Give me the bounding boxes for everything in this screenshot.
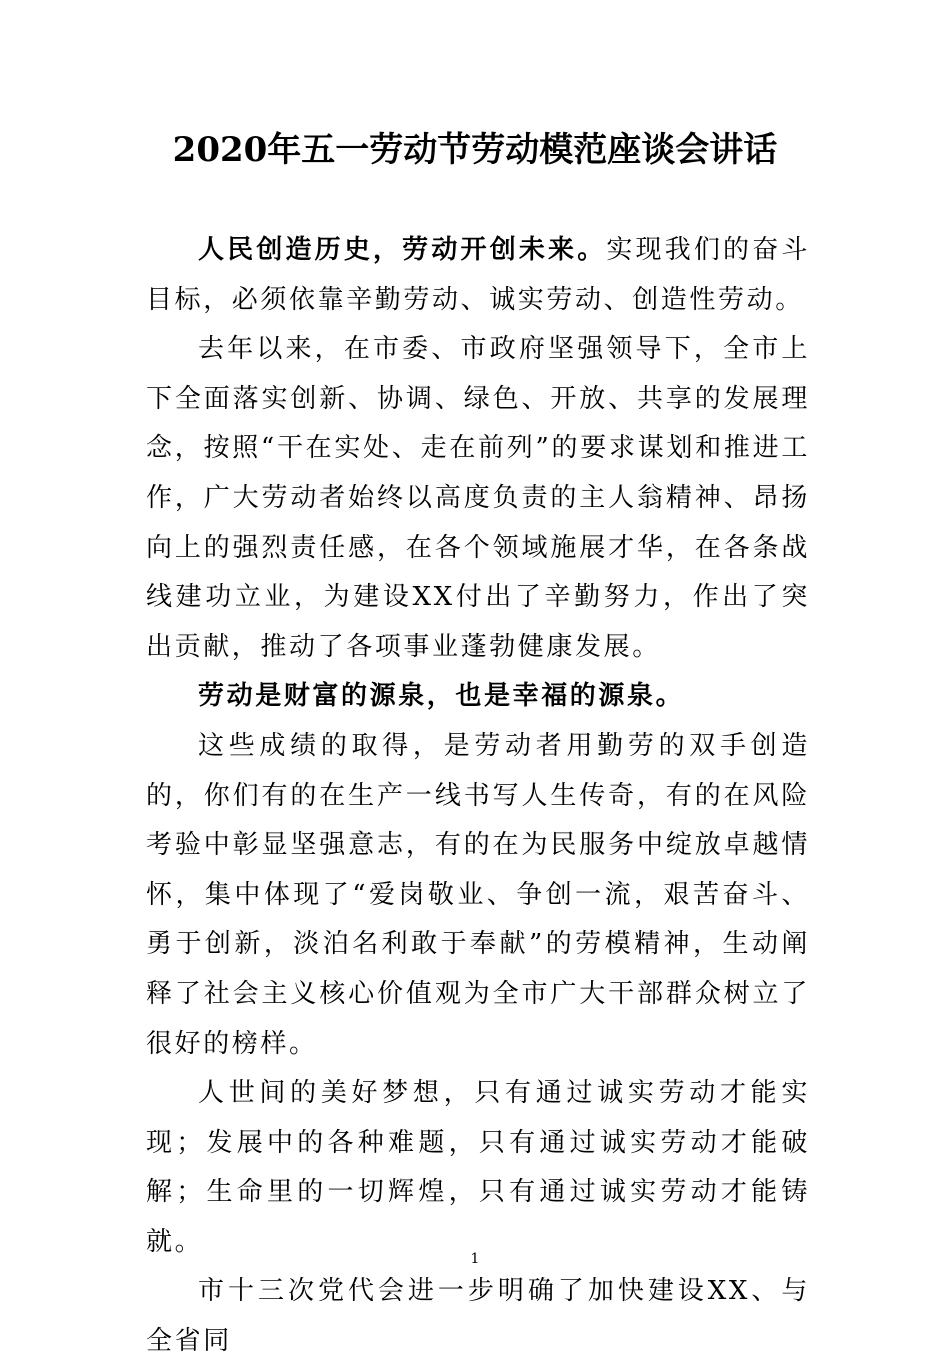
- paragraph-6-text: 市十三次党代会进一步明确了加快建设XX、与全省同: [146, 1276, 810, 1357]
- paragraph-2-text: 去年以来，在市委、市政府坚强领导下，全市上下全面落实创新、协调、绿色、开放、共享的发展理念，按照“干在实处、走在前列”的要求谋划和推进工作，广大劳动者始终以高度负责的主人翁精神、昂扬向上的强烈责任感，在各个领域施展才华，在各条战线建功立业，为建设XX付出了辛勤努力，作出了突出贡献，推动了各项事业蓬勃健康发展。: [146, 334, 810, 662]
- paragraph-1: [146, 226, 810, 325]
- paragraph-4: [146, 722, 810, 1069]
- paragraph-2: [146, 325, 810, 672]
- document-body: [146, 226, 810, 1367]
- page-number: 1: [470, 1251, 480, 1267]
- paragraph-3-lead: 劳动是财富的源泉，也是幸福的源泉。: [198, 681, 685, 712]
- paragraph-4-text: 这些成绩的取得，是劳动者用勤劳的双手创造的，你们有的在生产一线书写人生传奇，有的在风险考验中彰显坚强意志，有的在为民服务中绽放卓越情怀，集中体现了“爱岗敬业、争创一流，艰苦奋斗、勇于创新，淡泊名利敢于奉献”的劳模精神，生动阐释了社会主义核心价值观为全市广大干部群众树立了很好的榜样。: [146, 730, 810, 1059]
- paragraph-1-text: 实现我们的奋斗目标，必须依靠辛勤劳动、诚实劳动、创造性劳动。: [146, 235, 810, 315]
- paragraph-5: [146, 1069, 810, 1267]
- document-title: 2020年五一劳动节劳动模范座谈会讲话: [172, 130, 778, 170]
- paragraph-5-text: 人世间的美好梦想，只有通过诚实劳动才能实现；发展中的各种难题，只有通过诚实劳动才能破解；生命里的一切辉煌，只有通过诚实劳动才能铸就。: [146, 1078, 810, 1257]
- paragraph-1-lead: 人民创造历史，劳动开创未来。: [198, 235, 607, 265]
- paragraph-3-heading: [146, 672, 810, 722]
- paragraph-6: [146, 1267, 810, 1366]
